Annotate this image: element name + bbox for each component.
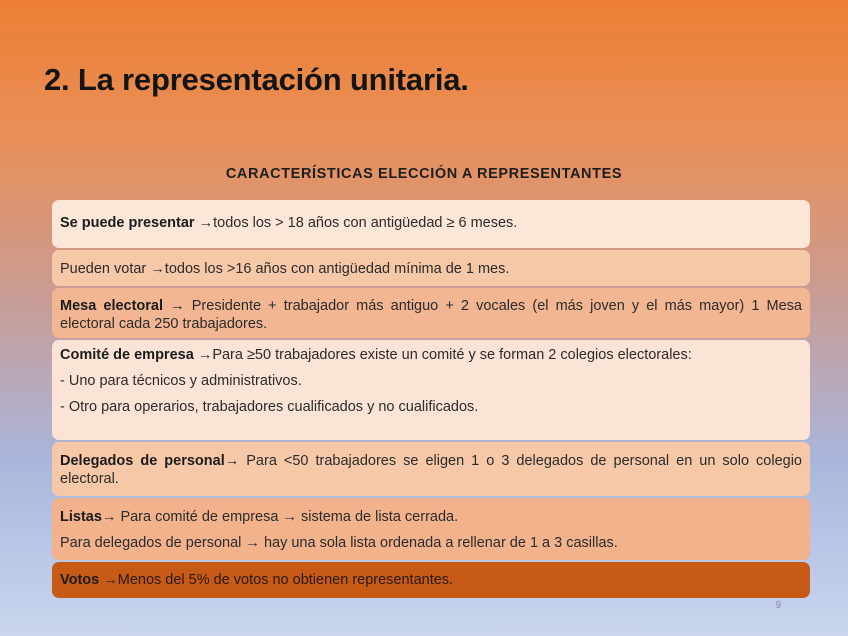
row-label: Comité de empresa: [60, 347, 198, 363]
slide-subtitle: CARACTERÍSTICAS ELECCIÓN A REPRESENTANTES: [225, 166, 623, 182]
row-votar: [52, 250, 810, 286]
row-text: Presidente + trabajador más antiguo + 2 vocales (el más joven y el más mayor) 1 Mesa electoral cada 250 trabajadores.: [60, 298, 802, 332]
row-listas: [52, 498, 810, 560]
slide-title: 2. La representación unitaria.: [44, 62, 469, 97]
row-text-second-line: Para delegados de personal → hay una sola lista ordenada a rellenar de 1 a 3 casillas.: [60, 535, 618, 551]
row-text: Pueden votar →todos los >16 años con antigüedad mínima de 1 mes.: [60, 261, 510, 277]
row-text: →Para ≥50 trabajadores existe un comité y se forman 2 colegios electorales:: [197, 347, 692, 363]
list-item: - Uno para técnicos y administrativos.: [60, 373, 302, 389]
list-item: - Otro para operarios, trabajadores cualificados y no cualificados.: [60, 399, 479, 415]
row-label: Delegados de personal→: [60, 453, 247, 469]
row-text: → Para comité de empresa → sistema de lista cerrada.: [101, 509, 459, 525]
row-text: →todos los > 18 años con antigüedad ≥ 6 meses.: [198, 215, 518, 231]
row-label: Se puede presentar: [60, 215, 199, 231]
row-label: Listas: [60, 509, 102, 525]
row-mesa-electoral: [52, 288, 810, 338]
page-number: 9: [775, 600, 781, 611]
row-votos: [52, 562, 810, 598]
row-delegados-personal: [52, 442, 810, 496]
row-presentarse: [52, 200, 810, 248]
row-text: →Menos del 5% de votos no obtienen representantes.: [103, 572, 454, 588]
row-label: Mesa electoral →: [60, 298, 192, 314]
row-comite-empresa: [52, 340, 810, 440]
row-label: Votos: [60, 572, 104, 588]
row-text: Para <50 trabajadores se eligen 1 o 3 delegados de personal en un solo colegio electoral.: [60, 453, 802, 487]
